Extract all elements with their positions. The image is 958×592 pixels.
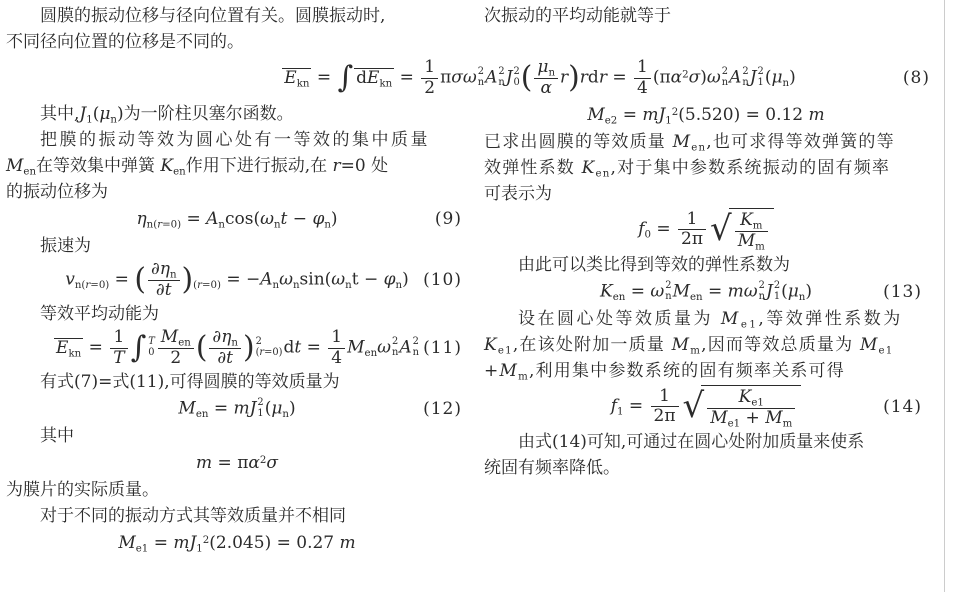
equation-number: (11) — [423, 338, 462, 359]
paragraph-line: 圆膜的振动位移与径向位置有关。圆膜振动时, — [40, 6, 386, 26]
page-edge-rule — [944, 0, 945, 592]
equation-body: $M_{e1} = mJ_1^2(2.045) = 0.27$ m — [118, 533, 356, 555]
paragraph-line: 由式(14)可知,可通过在圆心处附加质量来使系 — [518, 432, 865, 453]
equation-body: $M_{en}$ = mJ 2 1 $(\mu_n)$ — [178, 397, 296, 421]
paragraph-line: 已求出圆膜的等效质量 $M_{en}$,也可求得等效弹簧的等 — [484, 132, 895, 154]
equation-number: (14) — [883, 396, 922, 417]
left-column-top — [0, 3, 468, 55]
paragraph-line: 把膜的振动等效为圆心处有一等效的集中质量 — [40, 130, 430, 150]
paragraph-line: 对于不同的振动方式其等效质量并不相同 — [40, 506, 346, 527]
paragraph-line: 设在圆心处等效质量为 $M_{e1}$,等效弹性系数为 — [518, 309, 903, 331]
paragraph-line: 其中 — [40, 426, 74, 447]
paragraph-line: 有式(7)=式(11),可得圆膜的等效质量为 — [40, 372, 340, 393]
equation-body: $v_{n(r=0)}$ = ( $\frac{\partial\eta_n}{\partial t}$ )$_{(r=0)} = -A_n\omega_n\sin(\omega_nt - \varphi_n)$ — [65, 259, 409, 300]
equation-number: (13) — [883, 282, 922, 303]
paragraph-line: 统固有频率降低。 — [484, 458, 620, 479]
equation-me2 — [484, 101, 928, 129]
equation-body: $m = \pi\alpha^2\sigma$ — [196, 453, 278, 474]
equation-body: $K_{en} = \omega$ 2 n $M_{en} = m\omega$ 2 n J 2 1 $(\mu_n)$ — [600, 280, 812, 304]
equation-body: $f_0$ = $\frac{1}{2\pi}$ √ $\frac{K_m}{M_m}$ — [638, 208, 774, 251]
top-paragraphs — [0, 3, 958, 55]
two-column-body — [0, 101, 958, 557]
paragraph-line: $M_{en}$在等效集中弹簧 $K_{en}$作用下进行振动,在 r=0 处 — [6, 156, 389, 178]
equation-body: $f_1$ = $\frac{1}{2\pi}$ √ $\frac{K_{e1}}{M_{e1} + M_m}$ — [611, 385, 802, 428]
equation-number: (9) — [434, 209, 462, 229]
equation-11 — [6, 327, 468, 369]
paragraph-line: $+M_m$,利用集中参数系统的固有频率关系可得 — [484, 361, 845, 383]
right-column — [484, 101, 936, 557]
equation-9 — [6, 205, 468, 233]
equation-8 — [0, 55, 958, 101]
equation-me1 — [6, 529, 468, 557]
equation-number: (12) — [423, 399, 462, 420]
equation-number: (8) — [902, 68, 930, 88]
equation-f0 — [484, 207, 928, 252]
equation-12 — [6, 395, 468, 423]
paragraph-line: 振速为 — [40, 236, 91, 256]
paragraph-line: $K_{e1}$,在该处附加一质量 $M_m$,因而等效总质量为 $M_{e1}$ — [484, 335, 894, 357]
equation-number: (10) — [423, 270, 462, 291]
equation-mass — [6, 449, 468, 477]
right-column-top — [484, 3, 936, 55]
paragraph-line: 不同径向位置的位移是不同的。 — [6, 32, 244, 52]
left-column — [0, 101, 468, 557]
equation-body: $E_{kn}$ = ∫ $dE_{kn}$ = $\frac{1}{2}$ πσω 2 n A 2 n J 2 0 ( $\frac{\mu_n}{\alpha}$ r)rdr = $\frac{1}{4}$ $(\pi\alpha^2\sigma)\omega$ 2 n A 2 n J 2 1 $(\mu_n)$ — [284, 56, 796, 98]
equation-body: $M_{e2} = mJ_1^2(5.520) = 0.12$ m — [587, 105, 825, 127]
paragraph-line: 的振动位移为 — [6, 182, 108, 202]
paragraph-line: 由此可以类比得到等效的弹性系数为 — [518, 255, 790, 276]
equation-body: $\eta_{n(r=0)} = A_n\cos(\omega_nt - \varphi_n)$ — [136, 209, 338, 231]
paragraph-line: 其中$,J_1(\mu_n)$为一阶柱贝塞尔函数。 — [40, 104, 294, 126]
equation-14 — [484, 384, 928, 429]
paragraph-line: 效弹性系数 $K_{en}$,对于集中参数系统振动的固有频率 — [484, 158, 891, 180]
equation-10 — [6, 259, 468, 301]
paragraph-line: 可表示为 — [484, 184, 552, 204]
paragraph-line: 为膜片的实际质量。 — [6, 480, 159, 501]
paragraph-line: 次振动的平均动能就等于 — [484, 6, 671, 26]
equation-13 — [484, 278, 928, 306]
equation-body: $E_{kn}$ = $\frac{1}{T}$ ∫ T 0 $M_{en}$ 2 ( $\frac{\partial\eta_n}{\partial t}$ ) 2 (r=0) dt = $\frac{1}{4}$ $M_{en}\omega$ 2 n A 2 n — [56, 327, 419, 368]
paragraph-line: 等效平均动能为 — [40, 304, 159, 325]
